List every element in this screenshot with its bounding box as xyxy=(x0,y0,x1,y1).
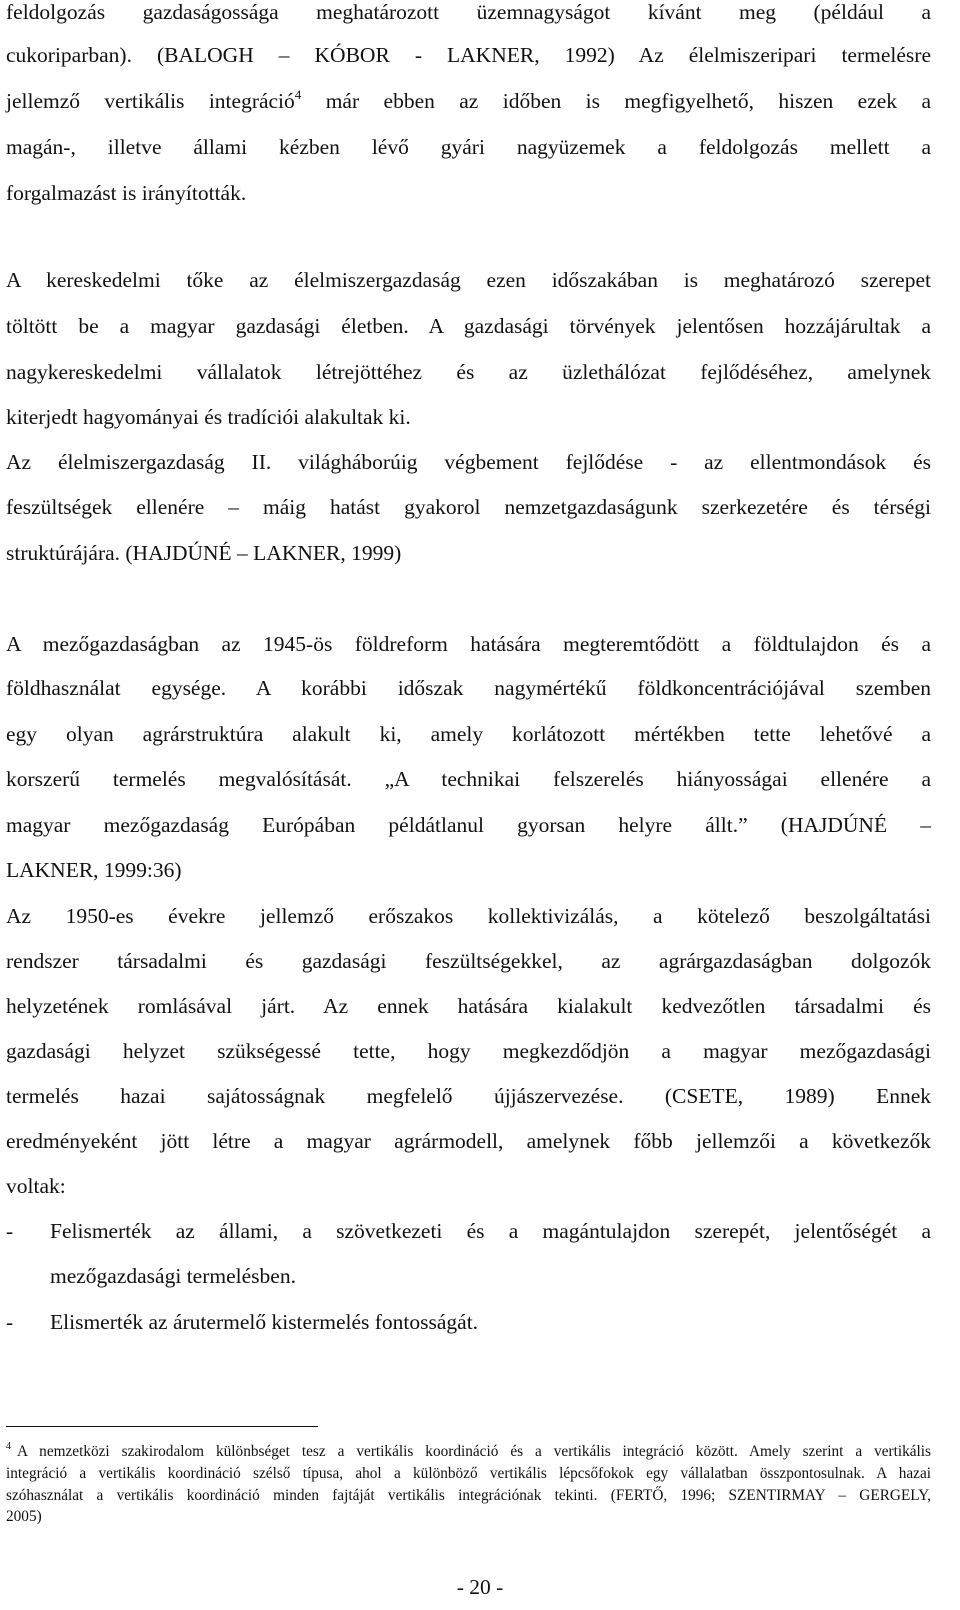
bullet-line: mezőgazdasági termelésben. xyxy=(50,1264,296,1288)
bullet-dash: - xyxy=(6,1310,14,1334)
body-line: helyzetének romlásával járt. Az ennek hatására kialakult kedvezőtlen társadalmi és xyxy=(6,994,931,1018)
body-line: gazdasági helyzet szükségessé tette, hogy megkezdődjön a magyar mezőgazdasági xyxy=(6,1039,931,1063)
body-line: kiterjedt hagyományai és tradíciói alakultak ki. xyxy=(6,405,411,429)
body-line: magyar mezőgazdaság Európában példátlanul gyorsan helyre állt.” (HAJDÚNÉ – xyxy=(6,813,931,837)
footnote-marker: 4 xyxy=(6,1441,11,1452)
body-line: egy olyan agrárstruktúra alakult ki, amely korlátozott mértékben tette lehetővé a xyxy=(6,722,931,746)
footnote-line: integráció a vertikális koordináció szélső típusa, ahol a különböző vertikális lépcsőfokok egy vállalatban összpontosulnak. A hazai xyxy=(6,1465,931,1482)
body-line-text: jellemző vertikális integráció xyxy=(6,89,295,113)
body-line: struktúrájára. (HAJDÚNÉ – LAKNER, 1999) xyxy=(6,541,402,565)
body-line: töltött be a magyar gazdasági életben. A gazdasági törvények jelentősen hozzájárultak a xyxy=(6,314,931,338)
body-line: Az 1950-es évekre jellemző erőszakos kollektivizálás, a kötelező beszolgáltatási xyxy=(6,904,931,928)
body-line: voltak: xyxy=(6,1174,66,1198)
body-line: cukoriparban). (BALOGH – KÓBOR - LAKNER, 1992) Az élelmiszeripari termelésre xyxy=(6,43,931,67)
body-line: korszerű termelés megvalósítását. „A technikai felszerelés hiányosságai ellenére a xyxy=(6,767,931,791)
bullet-dash: - xyxy=(6,1219,14,1243)
body-line xyxy=(6,86,931,116)
bullet-line: Elismerték az árutermelő kistermelés fontosságát. xyxy=(50,1310,479,1334)
body-line: eredményeként jött létre a magyar agrármodell, amelynek főbb jellemzői a következők xyxy=(6,1129,931,1153)
footnote-reference[interactable]: 4 xyxy=(294,87,302,102)
body-line: feszültségek ellenére – máig hatást gyakorol nemzetgazdaságunk szerkezetére és térségi xyxy=(6,495,931,519)
footnote-line-text: A nemzetközi szakirodalom különbséget tesz a vertikális koordináció és a vertikális integráció között. Amely szerint a vertikális xyxy=(17,1443,931,1460)
body-line: Az élelmiszergazdaság II. világháborúig végbement fejlődése - az ellentmondások és xyxy=(6,450,931,474)
footnote-line xyxy=(6,1442,931,1462)
bullet-line: Felismerték az állami, a szövetkezeti és a magántulajdon szerepét, jelentőségét a xyxy=(50,1219,931,1243)
body-line: A kereskedelmi tőke az élelmiszergazdaság ezen időszakában is meghatározó szerepet xyxy=(6,268,931,292)
body-line: feldolgozás gazdaságossága meghatározott üzemnagyságot kívánt meg (például a xyxy=(6,0,931,24)
footnote-line: szóhasználat a vertikális koordináció minden fajtáját vertikális integrációnak tekinti. (FERTŐ, 1996; SZENTIRMAY – GERGELY, xyxy=(6,1487,931,1504)
body-line: termelés hazai sajátosságnak megfelelő újjászervezése. (CSETE, 1989) Ennek xyxy=(6,1084,931,1108)
footnote-line: 2005) xyxy=(6,1508,42,1525)
footnote-separator xyxy=(6,1426,318,1427)
body-line: forgalmazást is irányították. xyxy=(6,181,247,205)
body-line: földhasználat egysége. A korábbi időszak nagymértékű földkoncentrációjával szemben xyxy=(6,676,931,700)
body-line: nagykereskedelmi vállalatok létrejöttéhez és az üzlethálózat fejlődéséhez, amelynek xyxy=(6,360,931,384)
body-line: rendszer társadalmi és gazdasági feszültségekkel, az agrárgazdaságban dolgozók xyxy=(6,949,931,973)
body-line: A mezőgazdaságban az 1945-ös földreform hatására megteremtődött a földtulajdon és a xyxy=(6,632,931,656)
page-number: - 20 - xyxy=(456,1575,504,1599)
body-line-text: már ebben az időben is megfigyelhető, hiszen ezek a xyxy=(301,89,931,113)
body-line: magán-, illetve állami kézben lévő gyári nagyüzemek a feldolgozás mellett a xyxy=(6,135,931,159)
body-line: LAKNER, 1999:36) xyxy=(6,858,182,882)
